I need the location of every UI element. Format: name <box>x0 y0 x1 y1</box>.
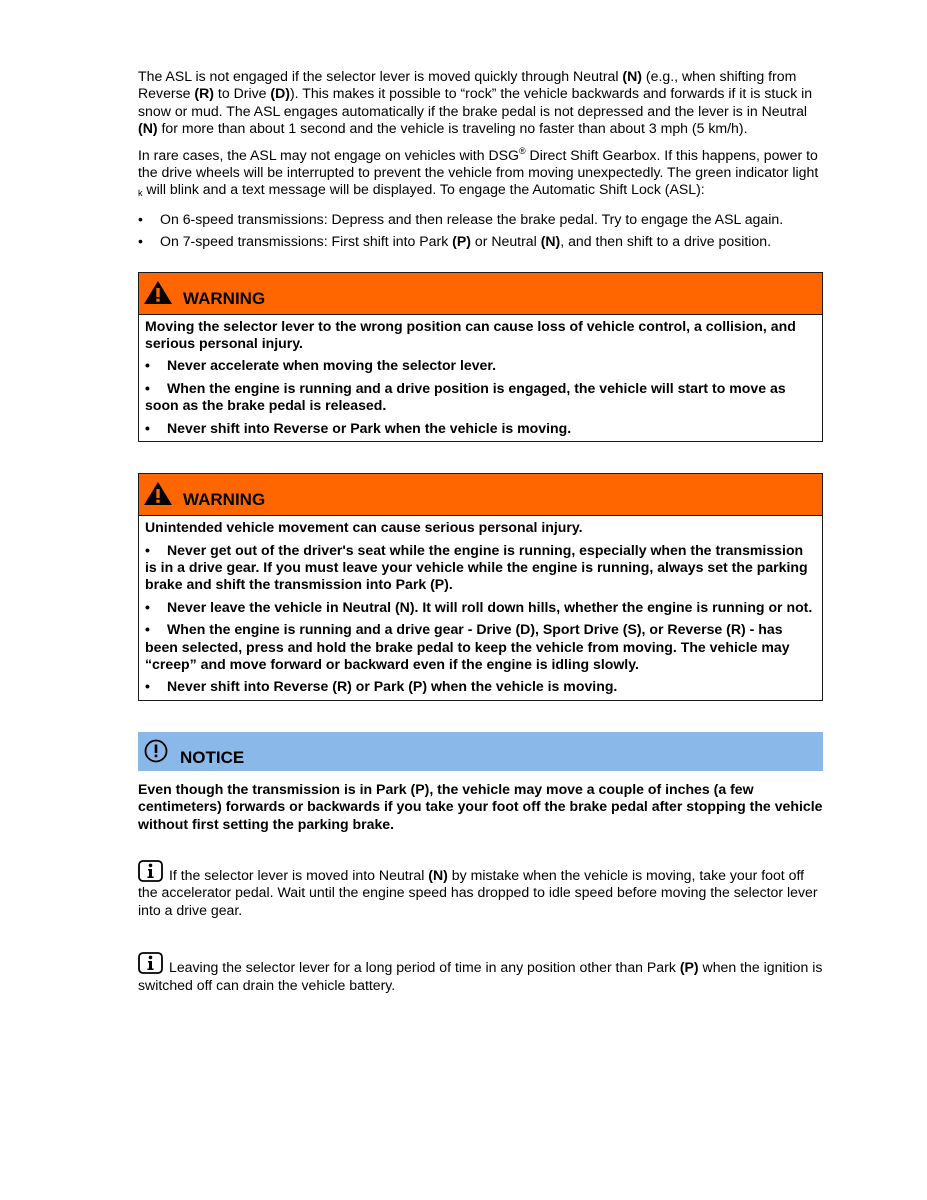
warning-item <box>145 542 816 594</box>
warning-lead: Moving the selector lever to the wrong position can cause loss of vehicle control, a collision, and serious personal injury. <box>145 317 796 352</box>
warning-item <box>145 357 816 374</box>
info-text <box>138 959 822 992</box>
warning-item-text: Never shift into Reverse (R) or Park (P) when the vehicle is moving. <box>167 678 618 695</box>
dsg-text-c: will blink and a text message will be displayed. To engage the Automatic Shift Lock (ASL): <box>142 181 705 198</box>
list-item <box>138 211 824 228</box>
text-run: when the ignition is switched off can drain the vehicle battery. <box>138 959 823 993</box>
info-note-text <box>138 952 824 994</box>
warning-title: WARNING <box>183 288 266 308</box>
warning-item-text: Never get out of the driver's seat while the engine is running, especially when the transmission is in a drive gear. If you must leave your vehicle while the engine is running, always set the parking brake and shift the transmission into Park (P). <box>145 541 808 593</box>
notice-body: Even though the transmission is in Park (P), the vehicle may move a couple of inches (a few centimeters) forwards or backwards if you take your foot off the brake pedal after stopping the vehicle without first setting the parking brake. <box>138 780 823 832</box>
emphasis-text: (N) <box>428 866 448 883</box>
info-note-1 <box>138 860 824 919</box>
text-run: If the selector lever is moved into Neutral <box>169 866 429 883</box>
bullet: • <box>145 678 150 695</box>
list-item-text <box>160 233 771 249</box>
warning-body <box>139 516 822 700</box>
transmission-steps-list <box>138 211 824 251</box>
emphasis-text: (N) <box>622 68 642 84</box>
warning-header <box>139 474 822 516</box>
text-run: to Drive <box>213 85 271 102</box>
list-item <box>138 233 824 250</box>
warning-item <box>145 678 816 695</box>
info-i-icon <box>138 952 163 974</box>
bullet: • <box>145 419 150 436</box>
indicator-light-symbol: k <box>138 188 143 199</box>
info-i-icon <box>138 860 163 882</box>
list-item-text: On 6-speed transmissions: Depress and then release the brake pedal. Try to engage the ASL again. <box>160 210 784 227</box>
text-run: by mistake when the vehicle is moving, take your foot off the accelerator pedal. Wait until the engine speed has dropped to idle speed before moving the selector lever into a drive gear. <box>138 866 818 918</box>
text-run: , and then shift to a drive position. <box>560 233 772 250</box>
registered-mark: ® <box>519 145 526 156</box>
warning-box-1 <box>138 272 823 442</box>
text-run: On 7-speed transmissions: First shift into Park <box>160 233 453 250</box>
emphasis-text: (P) <box>452 233 471 250</box>
bullet: • <box>138 210 143 227</box>
dsg-text-b: Direct Shift Gearbox. If this happens, power to the drive wheels will be interrupted to prevent the vehicle from moving unexpectedly. The green indicator light <box>138 146 819 181</box>
warning-item <box>145 599 816 616</box>
warning-body <box>139 315 822 441</box>
bullet: • <box>145 621 150 638</box>
warning-box-2 <box>138 473 823 701</box>
bullet: • <box>138 233 143 250</box>
text-run: ). This makes it possible to “rock” the vehicle backwards and forwards if it is stuck in snow or mud. The ASL engages automatically if the brake pedal is not depressed and the lever is in Neutral <box>138 85 813 119</box>
dsg-paragraph <box>138 147 824 203</box>
text-run: Leaving the selector lever for a long period of time in any position other than Park <box>169 959 680 976</box>
bullet: • <box>145 598 150 615</box>
info-note-2 <box>138 952 824 994</box>
emphasis-text: (R) <box>194 85 214 102</box>
text-run: The ASL is not engaged if the selector lever is moved quickly through Neutral <box>138 68 623 84</box>
manual-page <box>138 68 824 994</box>
asl-paragraph <box>138 68 824 138</box>
emphasis-text: (P) <box>679 959 699 976</box>
warning-item-text: When the engine is running and a drive position is engaged, the vehicle will start to move as soon as the brake pedal is released. <box>145 379 786 414</box>
warning-header <box>139 273 822 315</box>
warning-triangle-icon <box>143 481 173 506</box>
warning-item-text: Never shift into Reverse or Park when the vehicle is moving. <box>167 419 572 436</box>
warning-item <box>145 621 816 673</box>
bullet: • <box>145 379 150 396</box>
warning-title: WARNING <box>183 490 266 510</box>
info-note-text <box>138 860 824 919</box>
dsg-text-a: In rare cases, the ASL may not engage on vehicles with DSG <box>138 146 519 163</box>
bullet: • <box>145 357 150 374</box>
exclamation-circle-icon <box>144 739 168 763</box>
emphasis-text: (D) <box>270 85 290 102</box>
notice-title: NOTICE <box>180 747 245 767</box>
bullet: • <box>145 541 150 558</box>
warning-item <box>145 380 816 415</box>
warning-item-text: When the engine is running and a drive gear - Drive (D), Sport Drive (S), or Reverse (R) - has been selected, press and hold the brake pedal to keep the vehicle from moving. The vehicle may “creep” and move forward or backward even if the engine is idling slowly. <box>145 621 790 672</box>
warning-lead: Unintended vehicle movement can cause serious personal injury. <box>145 519 583 536</box>
info-text <box>138 867 818 918</box>
warning-item-text: Never accelerate when moving the selector lever. <box>167 357 497 374</box>
emphasis-text: (N) <box>540 233 561 250</box>
text-run: for more than about 1 second and the vehicle is traveling no faster than about 3 mph (5 km/h). <box>157 120 748 137</box>
text-run: (e.g., when shifting from Reverse <box>138 68 797 102</box>
warning-item <box>145 420 816 437</box>
warning-triangle-icon <box>143 280 173 305</box>
notice-header <box>138 732 823 771</box>
text-run: or Neutral <box>470 233 541 250</box>
emphasis-text: (N) <box>138 120 158 137</box>
warning-item-text: Never leave the vehicle in Neutral (N). It will roll down hills, whether the engine is running or not. <box>167 598 813 615</box>
